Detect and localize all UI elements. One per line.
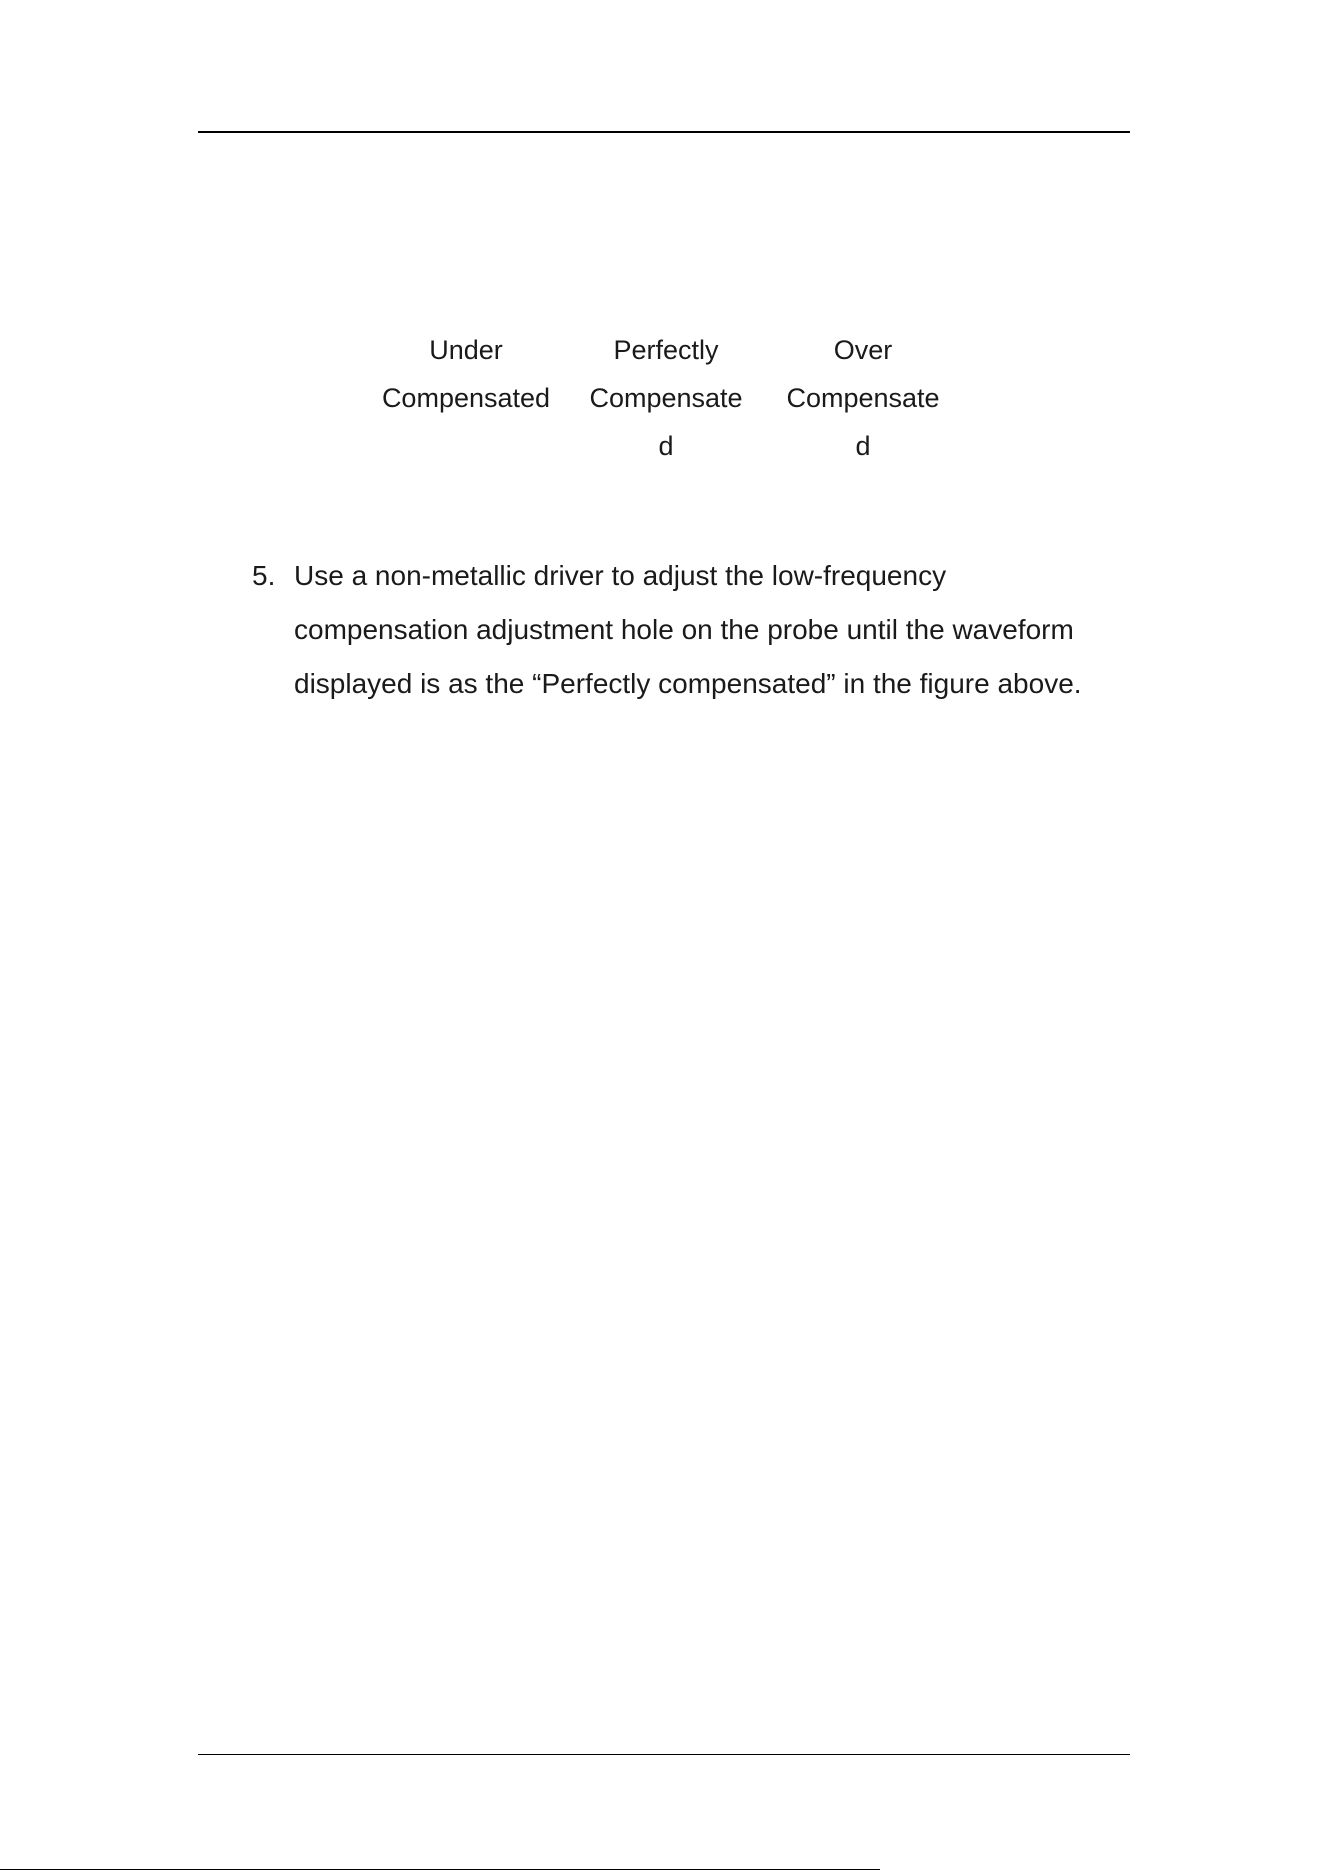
caption-line: Over bbox=[833, 335, 893, 365]
caption-line: Perfectly bbox=[613, 335, 719, 365]
caption-line: Under bbox=[429, 335, 503, 365]
header-rule bbox=[198, 131, 1130, 133]
caption-line: Compensate bbox=[589, 383, 743, 413]
step-item bbox=[252, 549, 1102, 711]
step-line: displayed is as the “Perfectly compensated” in the figure above. bbox=[294, 668, 1082, 699]
step-text bbox=[294, 549, 1102, 711]
footer-rule bbox=[198, 1754, 1130, 1755]
step-line: compensation adjustment hole on the probe until the waveform bbox=[294, 614, 1074, 645]
caption-line: d bbox=[658, 431, 674, 461]
caption-perfectly-compensated bbox=[571, 326, 761, 470]
step-line: Use a non-metallic driver to adjust the low-frequency bbox=[294, 560, 947, 591]
step-number: 5. bbox=[252, 560, 276, 591]
page-edge-rule bbox=[0, 1869, 880, 1870]
caption-over-compensated bbox=[768, 326, 958, 470]
caption-line: d bbox=[855, 431, 871, 461]
caption-line: Compensated bbox=[381, 383, 551, 413]
caption-line: Compensate bbox=[786, 383, 940, 413]
caption-under-compensated bbox=[371, 326, 561, 422]
